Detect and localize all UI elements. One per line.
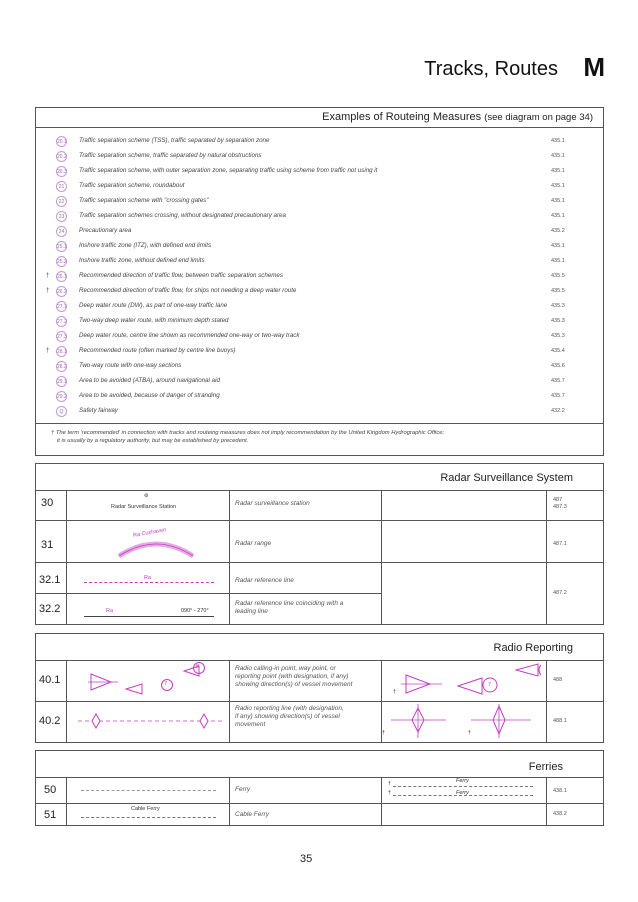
routeing-description: Inshore traffic zone, without defined end limits (79, 257, 205, 264)
radar-line-label: Ra (144, 575, 152, 581)
description-line: if any) showing direction(s) of vessel (235, 713, 340, 720)
radar-station-icon: ⊚ (144, 493, 149, 499)
routeing-description: Traffic separation scheme, roundabout (79, 182, 185, 189)
ferries-section (35, 750, 604, 826)
routeing-description: Recommended direction of traffic flow, between traffic separation schemes (79, 272, 283, 279)
description: Radar reference line (235, 577, 294, 584)
ferry-route-line (81, 790, 216, 791)
routeing-description: Safety fairway (79, 407, 118, 414)
waypoint-designation: 7 (164, 681, 168, 687)
dagger-mark: † (388, 790, 392, 796)
routeing-row (36, 240, 603, 255)
routeing-number: 22 (56, 196, 67, 207)
routeing-description: Traffic separation scheme, traffic separated by natural obstructions (79, 152, 262, 159)
ferry-label: Ferry (456, 790, 469, 796)
routeing-title-note: (see diagram on page 34) (484, 112, 593, 123)
description-line: reporting point (with designation, if any) (235, 673, 349, 680)
radar-leading-line (84, 616, 214, 617)
divider (36, 660, 603, 661)
ferry-route-line (393, 786, 533, 787)
divider (36, 701, 603, 702)
dagger-mark: † (393, 689, 397, 695)
routeing-number: 28.1 (56, 346, 67, 357)
description (235, 665, 352, 689)
reference: 487.3 (553, 504, 567, 510)
row-number: 32.2 (39, 603, 61, 615)
divider (36, 127, 603, 128)
routeing-reference: 435.7 (551, 378, 565, 384)
description: Ferry (235, 786, 251, 793)
footnote-dagger: † (51, 430, 55, 436)
routeing-number: 25.1 (56, 241, 67, 252)
divider (381, 490, 382, 624)
routeing-row (36, 300, 603, 315)
routeing-row (36, 270, 603, 285)
routeing-reference: 435.3 (551, 318, 565, 324)
reporting-line-symbol-alt (386, 704, 541, 740)
dagger-mark: † (468, 730, 472, 736)
row-number: 32.1 (39, 574, 61, 586)
reference: 488.1 (553, 718, 567, 724)
routeing-row (36, 285, 603, 300)
divider (36, 520, 603, 521)
row-number: 40.1 (39, 674, 61, 686)
routeing-reference: 435.7 (551, 393, 565, 399)
radar-title: Radar Surveillance System (440, 472, 573, 484)
reference: 488 (553, 677, 563, 683)
dagger-mark: † (382, 730, 386, 736)
description: Radar surveillance station (235, 500, 310, 507)
radar-range-label: Ra Cuxhaven (132, 527, 167, 539)
row-number: 31 (41, 539, 54, 551)
routeing-reference: 435.1 (551, 183, 565, 189)
dagger-mark: † (46, 348, 50, 354)
radar-station-label: Radar Surveillance Station (111, 504, 177, 510)
ferries-title: Ferries (528, 761, 563, 773)
routeing-description: Deep water route (DW), as part of one-way traffic lane (79, 302, 228, 309)
routeing-reference: 432.2 (551, 408, 565, 414)
routeing-row (36, 225, 603, 240)
routeing-reference: 435.1 (551, 258, 565, 264)
routeing-description: Traffic separation schemes crossing, without designated precautionary area (79, 212, 286, 219)
description-line: showing direction(s) of vessel movement (235, 681, 353, 688)
radar-line-label: Ra (106, 608, 114, 614)
description-line: Radio calling-in point, way point, or (235, 665, 336, 672)
routeing-description: Area to be avoided, because of danger of stranding (79, 392, 220, 399)
divider (229, 660, 230, 742)
ferry-label: Ferry (456, 778, 469, 784)
reference: 487.1 (553, 541, 567, 547)
routeing-list (36, 135, 603, 420)
description-line: leading line (235, 608, 268, 615)
routeing-description: Traffic separation scheme (TSS), traffic separated by separation zone (79, 137, 270, 144)
routeing-number: 20.3 (56, 166, 67, 177)
description-line: Radar reference line coinciding with a (235, 600, 344, 607)
routeing-reference: 435.2 (551, 228, 565, 234)
routeing-number: 23 (56, 211, 67, 222)
divider (229, 777, 230, 825)
divider (36, 803, 603, 804)
waypoint-designation: 7 (488, 682, 492, 688)
description: Radar range (235, 540, 272, 547)
dagger-mark: † (388, 781, 392, 787)
routeing-reference: 435.1 (551, 138, 565, 144)
reference: 438.2 (553, 811, 567, 817)
divider (546, 777, 547, 825)
radar-reference-line (84, 582, 214, 583)
routeing-row (36, 315, 603, 330)
routeing-row (36, 345, 603, 360)
reference: 438.1 (553, 788, 567, 794)
routeing-number: Q (56, 406, 67, 417)
divider (36, 490, 603, 491)
routeing-number: 28.2 (56, 361, 67, 372)
reference: 487.2 (553, 590, 567, 596)
routeing-row (36, 330, 603, 345)
routeing-reference: 435.1 (551, 168, 565, 174)
reporting-point-symbol-alt (386, 662, 541, 700)
routeing-row (36, 210, 603, 225)
routeing-description: Area to be avoided (ATBA), around navigational aid (79, 377, 220, 384)
routeing-reference: 435.1 (551, 213, 565, 219)
description-line: movement (235, 721, 266, 728)
page-title: Tracks, Routes (424, 58, 558, 80)
divider (229, 490, 230, 624)
routeing-number: 29.1 (56, 376, 67, 387)
routeing-row (36, 375, 603, 390)
routeing-title-text: Examples of Routeing Measures (322, 111, 482, 123)
routeing-number: 26.2 (56, 286, 67, 297)
divider (36, 777, 603, 778)
routeing-number: 21 (56, 181, 67, 192)
routeing-description: Recommended route (often marked by centre line buoys) (79, 347, 236, 354)
footnote-text-1: The term 'recommended' in connection with tracks and routeing measures does not imply recommendation by the United Kingdom Hydrographic Office; (55, 430, 445, 436)
footnote-line-2: it is usually by a regulatory authority, but may be established by precedent. (57, 438, 249, 444)
routeing-number: 27.1 (56, 301, 67, 312)
routeing-reference: 435.3 (551, 333, 565, 339)
routeing-description: Inshore traffic zone (ITZ), with defined end limits (79, 242, 212, 249)
routeing-row (36, 195, 603, 210)
divider (546, 490, 547, 624)
routeing-row (36, 165, 603, 180)
radio-section (35, 633, 604, 743)
row-number: 30 (41, 497, 54, 509)
description: Cable Ferry (235, 811, 269, 818)
routeing-reference: 435.6 (551, 363, 565, 369)
routeing-row (36, 150, 603, 165)
row-number: 51 (44, 809, 57, 821)
routeing-number: 20.2 (56, 151, 67, 162)
divider (36, 423, 603, 424)
routeing-row (36, 390, 603, 405)
radio-title: Radio Reporting (493, 642, 573, 654)
routeing-title (322, 111, 593, 123)
waypoint-designation: B (196, 664, 200, 670)
routeing-description: Traffic separation scheme, with outer separation zone, separating traffic using scheme from traffic not using it (79, 167, 378, 174)
section-letter: M (583, 52, 605, 82)
reference: 487 (553, 497, 563, 503)
divider (66, 490, 67, 624)
routeing-reference: 435.1 (551, 153, 565, 159)
page-number: 35 (300, 853, 313, 865)
row-number: 40.2 (39, 715, 61, 727)
routeing-measures-box (35, 107, 604, 456)
routeing-description: Two-way route with one-way sections (79, 362, 182, 369)
divider (66, 660, 67, 742)
row-number: 50 (44, 784, 57, 796)
routeing-number: 20.1 (56, 136, 67, 147)
routeing-description: Deep water route, centre line shown as recommended one-way or two-way track (79, 332, 300, 339)
cable-ferry-line (81, 817, 216, 818)
description (235, 705, 344, 729)
routeing-row (36, 180, 603, 195)
reporting-line-symbol (76, 704, 226, 738)
cable-ferry-label: Cable Ferry (131, 806, 160, 812)
routeing-number: 27.3 (56, 331, 67, 342)
dagger-mark: † (46, 273, 50, 279)
routeing-reference: 435.4 (551, 348, 565, 354)
footnote-line-1 (51, 430, 444, 436)
divider (66, 777, 67, 825)
routeing-number: 24 (56, 226, 67, 237)
routeing-row (36, 135, 603, 150)
routeing-number: 25.2 (56, 256, 67, 267)
routeing-reference: 435.5 (551, 273, 565, 279)
description-line: Radio reporting line (with designation, (235, 705, 344, 712)
routeing-row (36, 255, 603, 270)
divider (36, 593, 381, 594)
divider (36, 562, 603, 563)
routeing-reference: 435.5 (551, 288, 565, 294)
routeing-number: 29.2 (56, 391, 67, 402)
routeing-reference: 435.1 (551, 243, 565, 249)
routeing-description: Two-way deep water route, with minimum depth stated (79, 317, 229, 324)
divider (381, 777, 382, 825)
divider (546, 660, 547, 742)
leading-line-bearing: 090° - 270° (181, 608, 209, 614)
routeing-reference: 435.3 (551, 303, 565, 309)
routeing-description: Recommended direction of traffic flow, for ships not needing a deep water route (79, 287, 297, 294)
routeing-reference: 435.1 (551, 198, 565, 204)
routeing-row (36, 405, 603, 420)
dagger-mark: † (46, 288, 50, 294)
description (235, 600, 343, 616)
radar-section (35, 463, 604, 625)
routeing-number: 26.1 (56, 271, 67, 282)
routeing-description: Precautionary area (79, 227, 132, 234)
routeing-description: Traffic separation scheme with "crossing gates" (79, 197, 209, 204)
routeing-row (36, 360, 603, 375)
routeing-number: 27.2 (56, 316, 67, 327)
